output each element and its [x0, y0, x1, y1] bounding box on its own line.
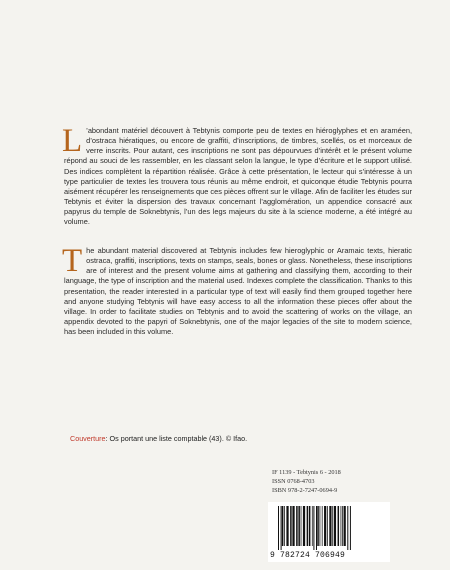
isbn-barcode [268, 502, 390, 562]
barcode-bars [274, 506, 384, 550]
cover-credit-text: : Os portant une liste comptable (43). © Ifao. [105, 434, 248, 443]
drop-cap-english: T [62, 243, 83, 279]
english-summary-text: he abundant material discovered at Tebtynis includes few hieroglyphic or Aramaic texts, hieratic ostraca, graffiti, inscriptions, texts on stamps, seals, bones or glass. Nonetheless, these inscriptions are of interest and the present volume aims at gathering and classifying them, according to their language, the type of inscription and the material used. Indexes complete the classification. Thanks to this presentation, the reader interested in a particular type of text will easily find them grouped together here and anyone studying Tebtynis will have easy access to all the information these pieces offer about the village. In order to facilitate studies on Tebtynis and to avoid the scattering of works on the village, an appendix devoted to the papyri of Soknebtynis, one of the major legacies of the site to modern science, has been included in this volume. [64, 246, 412, 337]
french-summary-text: ’abondant matériel découvert à Tebtynis comporte peu de textes en hiéroglyphes et en araméen, d’ostraca hiératiques, ou encore de graffiti, d’inscriptions, de timbres, scellés, os et morceaux de verre inscrits. Pour autant, ces inscriptions ne sont pas dépourvues d’intérêt et le présent volume répond au souci de les rassembler, en les classant selon la langue, le type d’écriture et le support utilisé. Des indices complètent la répartition réalisée. Grâce à cette présentation, le lecteur qui s’intéresse à un type particulier de textes les trouvera tous réunis au même endroit, et quiconque étudie Tebtynis pourra aisément récupérer les renseignements que ces pièces offrent sur le village. Afin de faciliter les études sur Tebtynis et éviter la dispersion des travaux concernant l’agglomération, un appendice consacré aux papyrus du temple de Soknebtynis, l’un des legs majeurs du site à la science moderne, a été intégré au volume. [64, 126, 412, 227]
english-summary [62, 243, 412, 337]
catalog-info [272, 469, 341, 495]
cover-credit [70, 434, 247, 443]
cover-credit-label: Couverture [70, 434, 106, 443]
isbn: ISBN 978-2-7247-0694-9 [272, 486, 338, 494]
barcode-digits: 9 782724 706949 [270, 551, 346, 560]
drop-cap-french: L [62, 123, 83, 159]
series-number: IF 1139 - Tebtynis 6 - 2018 [272, 469, 341, 476]
issn: ISSN 0768-4703 [272, 477, 315, 485]
french-summary [62, 123, 412, 228]
